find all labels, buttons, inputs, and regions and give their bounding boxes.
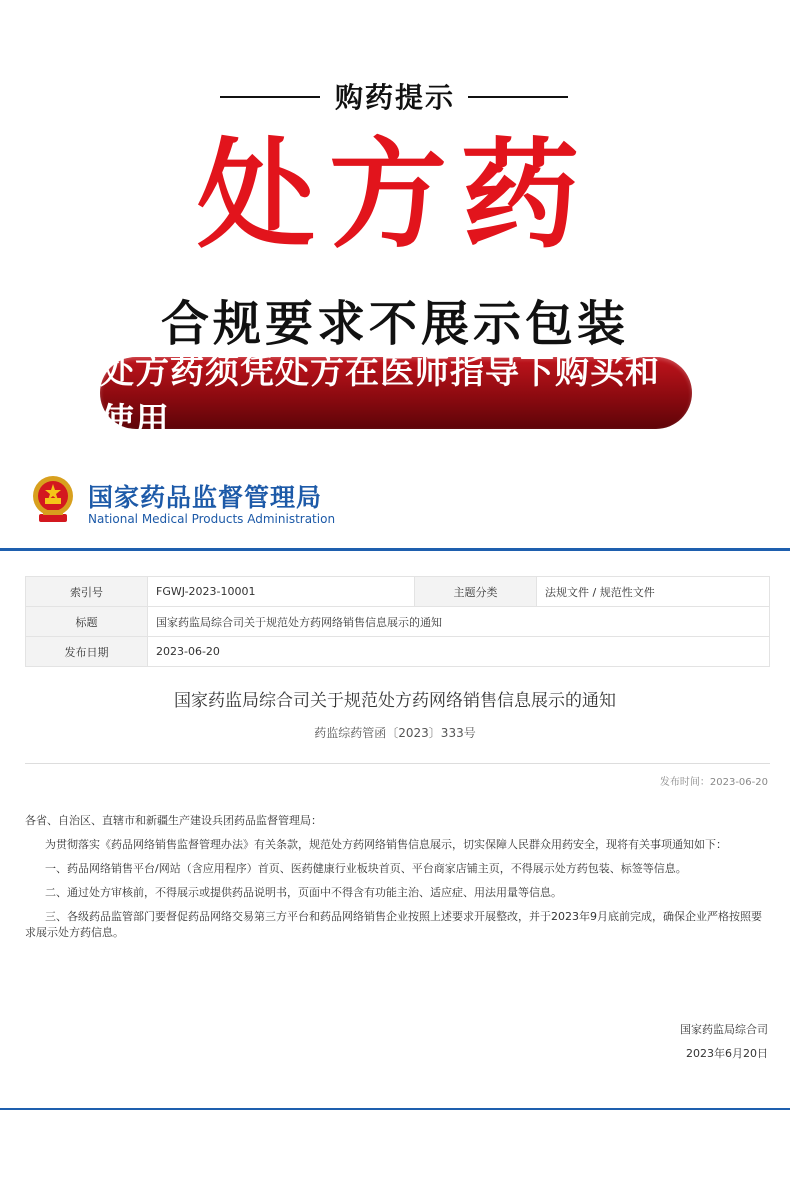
- document-number: 药监综药管函〔2023〕333号: [314, 726, 476, 740]
- category-label: 主题分类: [415, 577, 537, 607]
- document-divider: [25, 763, 770, 764]
- signature-date: 2023年6月20日: [686, 1047, 768, 1060]
- header-divider: [0, 548, 790, 551]
- table-row: [26, 577, 770, 607]
- signature-org: 国家药监局综合司: [680, 1023, 768, 1036]
- footer-divider: [0, 1108, 790, 1110]
- prescription-banner: [100, 352, 692, 441]
- document-title: 国家药监局综合司关于规范处方药网络销售信息展示的通知: [174, 691, 616, 711]
- notice-header: 购药提示: [334, 81, 455, 114]
- banner-text: 处方药须凭处方在医师指导下购买和使用: [100, 352, 660, 441]
- table-row: [26, 607, 770, 637]
- index-label: 索引号: [26, 577, 148, 607]
- item-paragraph-1: 一、药品网络销售平台/网站（含应用程序）首页、医药健康行业板块首页、平台商家店铺主页，不得展示处方药包装、标签等信息。: [45, 862, 687, 875]
- date-label: 发布日期: [26, 637, 148, 667]
- national-emblem-icon: [30, 474, 76, 526]
- agency-name-cn: 国家药品监督管理局: [88, 483, 323, 512]
- category-value: 法规文件 / 规范性文件: [537, 577, 770, 607]
- item-paragraph-2: 二、通过处方审核前，不得展示或提供药品说明书，页面中不得含有功能主治、适应症、用法用量等信息。: [45, 886, 562, 899]
- salutation: 各省、自治区、直辖市和新疆生产建设兵团药品监督管理局：: [25, 814, 322, 827]
- title-label: 标题: [26, 607, 148, 637]
- prescription-headline: 处方药: [196, 126, 593, 264]
- document-meta-table: [25, 576, 770, 667]
- date-value: 2023-06-20: [148, 637, 770, 667]
- notice-divider-right: [468, 96, 568, 98]
- title-value: 国家药监局综合司关于规范处方药网络销售信息展示的通知: [148, 607, 770, 637]
- compliance-text: 合规要求不展示包装: [160, 296, 629, 352]
- table-row: [26, 637, 770, 667]
- item-paragraph-3: 三、各级药品监管部门要督促药品网络交易第三方平台和药品网络销售企业按照上述要求开展整改，并于2023年9月底前完成，确保企业严格按照要求展示处方药信息。: [25, 910, 762, 939]
- index-value: FGWJ-2023-10001: [148, 577, 415, 607]
- agency-name-en: National Medical Products Administration: [88, 512, 336, 526]
- intro-paragraph: 为贯彻落实《药品网络销售监督管理办法》有关条款，规范处方药网络销售信息展示，切实保障人民群众用药安全，现将有关事项通知如下：: [45, 838, 727, 851]
- publish-time: 发布时间：2023-06-20: [659, 777, 768, 788]
